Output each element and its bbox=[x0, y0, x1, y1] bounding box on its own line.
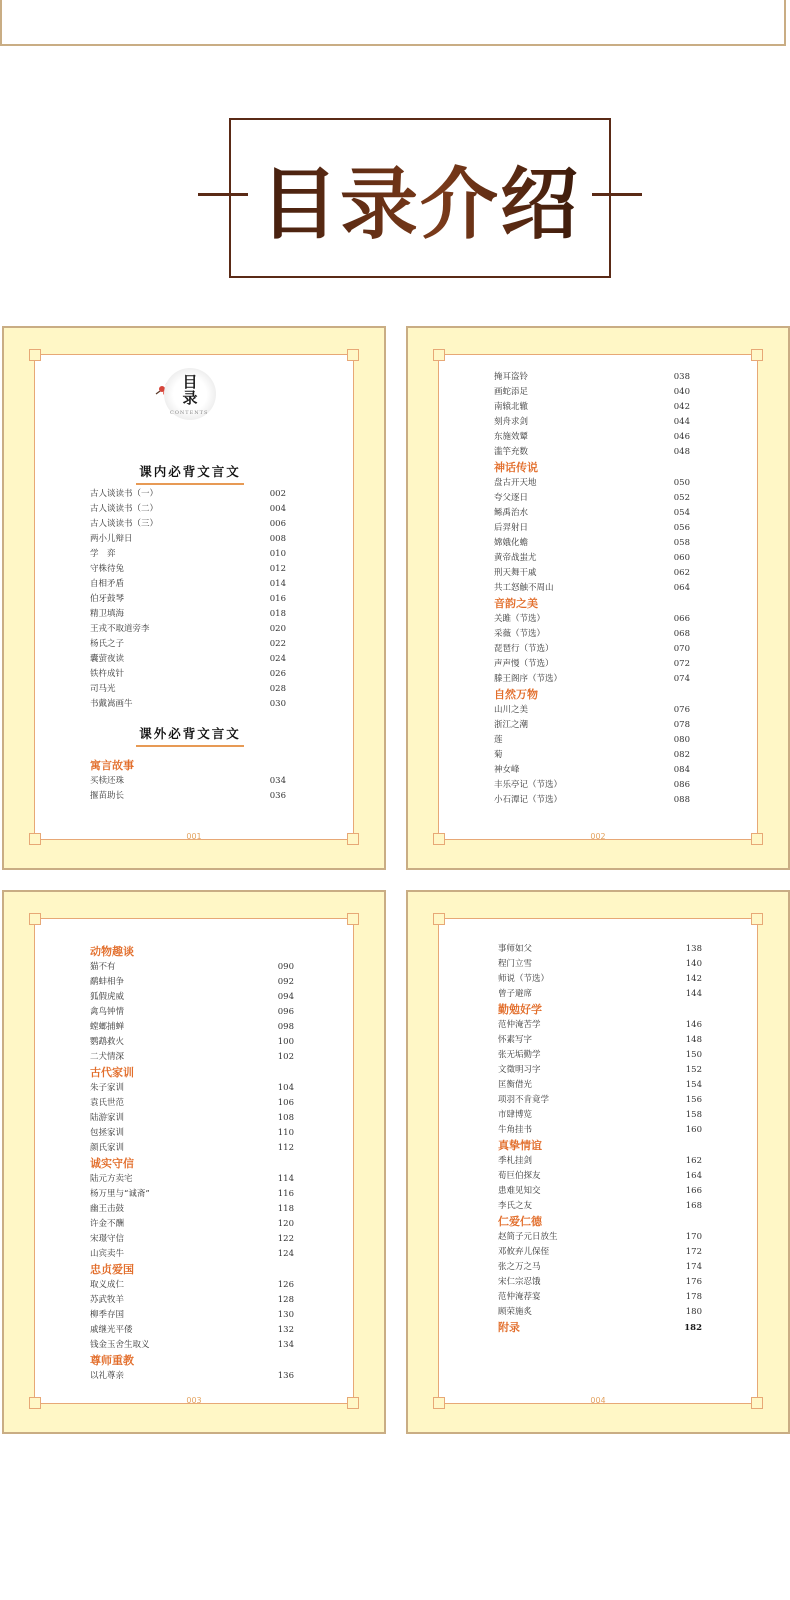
entry-title: 颜氏家训 bbox=[90, 1143, 125, 1153]
toc-entry bbox=[90, 1293, 294, 1308]
toc-entry bbox=[90, 1126, 294, 1141]
toc-entry bbox=[494, 400, 690, 415]
entry-title: 范仲淹荐宴 bbox=[498, 1292, 541, 1302]
toc-entry bbox=[90, 1278, 294, 1293]
toc-entry bbox=[90, 607, 286, 622]
toc-entry bbox=[498, 987, 702, 1002]
entry-page: 112 bbox=[277, 1143, 294, 1153]
entry-title: 文徵明习字 bbox=[498, 1065, 541, 1075]
entry-page: 142 bbox=[685, 974, 702, 984]
toc-entry bbox=[494, 733, 690, 748]
entry-title: 鹬蚌相争 bbox=[90, 977, 125, 987]
section-heading: 尊师重教 bbox=[90, 1354, 134, 1367]
entry-title: 幽王击鼓 bbox=[90, 1204, 125, 1214]
toc-entry bbox=[498, 1230, 702, 1245]
entry-page: 172 bbox=[685, 1247, 702, 1257]
entry-page: 044 bbox=[673, 417, 690, 427]
entry-page: 052 bbox=[673, 493, 690, 503]
section-heading: 动物趣谈 bbox=[90, 945, 134, 958]
entry-title: 二犬情深 bbox=[90, 1052, 125, 1062]
entry-title: 声声慢（节选） bbox=[494, 659, 554, 669]
entry-page: 068 bbox=[673, 629, 690, 639]
toc-entry bbox=[90, 682, 286, 697]
toc-entry bbox=[494, 491, 690, 506]
toc-entry bbox=[498, 957, 702, 972]
entry-title: 滕王阁序（节选） bbox=[494, 674, 563, 684]
entry-page: 148 bbox=[685, 1035, 702, 1045]
entry-title: 自相矛盾 bbox=[90, 579, 125, 589]
toc-entry bbox=[90, 1005, 294, 1020]
toc-entry bbox=[90, 1096, 294, 1111]
entry-page: 082 bbox=[673, 750, 690, 760]
logo-text: 目 录 bbox=[182, 373, 198, 407]
toc-list-extra bbox=[90, 758, 286, 804]
entry-page: 098 bbox=[277, 1022, 294, 1032]
toc-entry bbox=[90, 789, 286, 804]
toc-entry bbox=[90, 1172, 294, 1187]
entry-page: 060 bbox=[673, 553, 690, 563]
toc-entry bbox=[90, 1232, 294, 1247]
toc-entry bbox=[494, 793, 690, 808]
entry-page: 078 bbox=[673, 720, 690, 730]
entry-title: 画蛇添足 bbox=[494, 387, 529, 397]
toc-entry bbox=[90, 1020, 294, 1035]
entry-page: 104 bbox=[277, 1083, 294, 1093]
entry-page: 004 bbox=[269, 504, 286, 514]
section-heading: 附录 182 bbox=[498, 1321, 702, 1334]
section-heading: 忠贞爱国 bbox=[90, 1263, 134, 1276]
entry-page: 072 bbox=[673, 659, 690, 669]
entry-title: 小石潭记（节选） bbox=[494, 795, 563, 805]
section-heading: 古代家训 bbox=[90, 1066, 134, 1079]
entry-title: 铁杵成针 bbox=[90, 669, 125, 679]
entry-title: 黄帝战蚩尤 bbox=[494, 553, 537, 563]
entry-page: 034 bbox=[269, 776, 286, 786]
entry-page: 138 bbox=[685, 944, 702, 954]
entry-page: 174 bbox=[685, 1262, 702, 1272]
contents-logo bbox=[154, 368, 224, 424]
entry-title: 揠苗助长 bbox=[90, 791, 125, 801]
entry-page: 086 bbox=[673, 780, 690, 790]
entry-page: 018 bbox=[269, 609, 286, 619]
entry-page: 008 bbox=[269, 534, 286, 544]
entry-title: 季札挂剑 bbox=[498, 1156, 533, 1166]
entry-title: 王戎不取道旁李 bbox=[90, 624, 150, 634]
entry-page: 168 bbox=[685, 1201, 702, 1211]
toc-entry bbox=[494, 551, 690, 566]
entry-title: 山宾卖牛 bbox=[90, 1249, 125, 1259]
entry-page: 136 bbox=[277, 1371, 294, 1381]
toc-entry bbox=[494, 718, 690, 733]
toc-entry bbox=[494, 566, 690, 581]
toc-entry bbox=[498, 1108, 702, 1123]
toc-entry bbox=[90, 990, 294, 1005]
entry-page: 102 bbox=[277, 1052, 294, 1062]
toc-entry bbox=[498, 1033, 702, 1048]
toc-entry bbox=[90, 1111, 294, 1126]
toc-entry bbox=[494, 612, 690, 627]
entry-title: 张无垢勤学 bbox=[498, 1050, 541, 1060]
toc-entry bbox=[90, 667, 286, 682]
entry-page: 012 bbox=[269, 564, 286, 574]
entry-title: 精卫填海 bbox=[90, 609, 125, 619]
entry-title: 共工怒触不周山 bbox=[494, 583, 554, 593]
entry-title: 两小儿辩日 bbox=[90, 534, 133, 544]
entry-page: 122 bbox=[277, 1234, 294, 1244]
toc-entry bbox=[494, 672, 690, 687]
entry-title: 市肆博览 bbox=[498, 1110, 533, 1120]
entry-page: 180 bbox=[685, 1307, 702, 1317]
entry-title: 张之万之马 bbox=[498, 1262, 541, 1272]
entry-page: 140 bbox=[685, 959, 702, 969]
entry-title: 袁氏世范 bbox=[90, 1098, 125, 1108]
entry-title: 菊 bbox=[494, 750, 503, 760]
entry-page: 014 bbox=[269, 579, 286, 589]
entry-title: 陆元方卖宅 bbox=[90, 1174, 133, 1184]
section-heading: 寓言故事 bbox=[90, 759, 134, 772]
entry-title: 怀素写字 bbox=[498, 1035, 533, 1045]
toc-entry bbox=[494, 445, 690, 460]
entry-page: 088 bbox=[673, 795, 690, 805]
entry-title: 刻舟求剑 bbox=[494, 417, 529, 427]
toc-entry bbox=[90, 697, 286, 712]
toc-entry bbox=[494, 642, 690, 657]
entry-title: 夸父逐日 bbox=[494, 493, 529, 503]
entry-title: 鲧禹治水 bbox=[494, 508, 529, 518]
toc-entry bbox=[494, 370, 690, 385]
toc-entry bbox=[498, 1154, 702, 1169]
toc-entry bbox=[498, 1169, 702, 1184]
entry-page: 116 bbox=[277, 1189, 294, 1199]
entry-title: 嫦娥化蟾 bbox=[494, 538, 529, 548]
toc-entry bbox=[90, 1217, 294, 1232]
entry-page: 146 bbox=[685, 1020, 702, 1030]
entry-page: 124 bbox=[277, 1249, 294, 1259]
toc-entry bbox=[498, 1018, 702, 1033]
toc-entry bbox=[498, 1093, 702, 1108]
toc-entry bbox=[90, 774, 286, 789]
entry-page: 120 bbox=[277, 1219, 294, 1229]
toc-entry bbox=[90, 1323, 294, 1338]
entry-title: 程门立雪 bbox=[498, 959, 533, 969]
toc-entry bbox=[90, 1035, 294, 1050]
entry-title: 荀巨伯探友 bbox=[498, 1171, 541, 1181]
entry-title: 宋仁宗忍饿 bbox=[498, 1277, 541, 1287]
entry-page: 046 bbox=[673, 432, 690, 442]
toc-entry bbox=[90, 592, 286, 607]
entry-page: 040 bbox=[673, 387, 690, 397]
entry-page: 126 bbox=[277, 1280, 294, 1290]
entry-title: 以礼尊亲 bbox=[90, 1371, 125, 1381]
toc-entry bbox=[90, 517, 286, 532]
toc-entry bbox=[498, 1184, 702, 1199]
toc-entry bbox=[494, 415, 690, 430]
toc-entry bbox=[498, 1245, 702, 1260]
toc-entry bbox=[498, 1078, 702, 1093]
entry-title: 浙江之潮 bbox=[494, 720, 529, 730]
entry-page: 006 bbox=[269, 519, 286, 529]
toc-entry bbox=[90, 487, 286, 502]
toc-entry bbox=[90, 652, 286, 667]
toc-entry bbox=[494, 385, 690, 400]
entry-title: 许金不酬 bbox=[90, 1219, 125, 1229]
entry-page: 080 bbox=[673, 735, 690, 745]
entry-title: 事师如父 bbox=[498, 944, 533, 954]
toc-entry bbox=[90, 960, 294, 975]
toc-entry bbox=[494, 703, 690, 718]
toc-entry bbox=[494, 778, 690, 793]
entry-title: 禽鸟钟情 bbox=[90, 1007, 125, 1017]
toc-entry bbox=[494, 476, 690, 491]
toc-entry bbox=[90, 547, 286, 562]
entry-page: 022 bbox=[269, 639, 286, 649]
entry-title: 后羿射日 bbox=[494, 523, 529, 533]
logo-subtitle: CONTENTS bbox=[170, 410, 209, 416]
heading-in-class: 课内必背文言文 bbox=[110, 462, 270, 485]
entry-title: 采薇（节选） bbox=[494, 629, 546, 639]
entry-title: 苏武牧羊 bbox=[90, 1295, 125, 1305]
toc-entry bbox=[498, 1123, 702, 1138]
toc-list-page-2 bbox=[494, 370, 690, 808]
entry-title: 东施效颦 bbox=[494, 432, 529, 442]
entry-title: 买椟还珠 bbox=[90, 776, 125, 786]
section-heading: 神话传说 bbox=[494, 461, 538, 474]
entry-page: 074 bbox=[673, 674, 690, 684]
toc-entry bbox=[494, 521, 690, 536]
entry-page: 144 bbox=[685, 989, 702, 999]
entry-title: 掩耳盗铃 bbox=[494, 372, 529, 382]
entry-page: 038 bbox=[673, 372, 690, 382]
entry-page: 090 bbox=[277, 962, 294, 972]
entry-page: 152 bbox=[685, 1065, 702, 1075]
entry-page: 132 bbox=[277, 1325, 294, 1335]
entry-page: 100 bbox=[277, 1037, 294, 1047]
page-number: 002 bbox=[590, 832, 606, 841]
entry-page: 092 bbox=[277, 977, 294, 987]
toc-entry bbox=[494, 763, 690, 778]
section-heading: 真挚情谊 bbox=[498, 1139, 542, 1152]
entry-title: 项羽不肯竟学 bbox=[498, 1095, 550, 1105]
entry-page: 176 bbox=[685, 1277, 702, 1287]
page-title: 目录介绍 bbox=[229, 118, 611, 278]
toc-entry bbox=[494, 506, 690, 521]
entry-title: 守株待兔 bbox=[90, 564, 125, 574]
entry-title: 范仲淹苦学 bbox=[498, 1020, 541, 1030]
page-number: 001 bbox=[186, 832, 202, 841]
toc-entry bbox=[90, 1247, 294, 1262]
entry-page: 150 bbox=[685, 1050, 702, 1060]
toc-entry bbox=[90, 562, 286, 577]
entry-title: 书戴嵩画牛 bbox=[90, 699, 133, 709]
entry-title: 鹦鹉救火 bbox=[90, 1037, 125, 1047]
entry-page: 154 bbox=[685, 1080, 702, 1090]
entry-page: 010 bbox=[269, 549, 286, 559]
entry-page: 002 bbox=[269, 489, 286, 499]
heading-extra: 课外必背文言文 bbox=[110, 724, 270, 747]
entry-page: 114 bbox=[277, 1174, 294, 1184]
entry-page: 164 bbox=[685, 1171, 702, 1181]
entry-page: 016 bbox=[269, 594, 286, 604]
entry-page: 094 bbox=[277, 992, 294, 1002]
entry-page: 106 bbox=[277, 1098, 294, 1108]
entry-page: 048 bbox=[673, 447, 690, 457]
entry-title: 学 弈 bbox=[90, 549, 116, 559]
entry-title: 盘古开天地 bbox=[494, 478, 537, 488]
toc-entry bbox=[494, 581, 690, 596]
toc-entry bbox=[90, 1369, 294, 1384]
entry-title: 牛角挂书 bbox=[498, 1125, 533, 1135]
entry-title: 伯牙鼓琴 bbox=[90, 594, 125, 604]
entry-title: 顾荣施炙 bbox=[498, 1307, 533, 1317]
entry-page: 118 bbox=[277, 1204, 294, 1214]
toc-entry bbox=[90, 1308, 294, 1323]
toc-entry bbox=[90, 1081, 294, 1096]
entry-title: 滥竽充数 bbox=[494, 447, 529, 457]
toc-entry bbox=[90, 975, 294, 990]
entry-page: 024 bbox=[269, 654, 286, 664]
entry-title: 南辕北辙 bbox=[494, 402, 529, 412]
entry-page: 166 bbox=[685, 1186, 702, 1196]
entry-title: 患难见知交 bbox=[498, 1186, 541, 1196]
entry-title: 关雎（节选） bbox=[494, 614, 546, 624]
entry-title: 匡衡借光 bbox=[498, 1080, 533, 1090]
entry-title: 曾子避席 bbox=[498, 989, 533, 999]
entry-title: 赵简子元日放生 bbox=[498, 1232, 558, 1242]
toc-entry bbox=[494, 748, 690, 763]
entry-page: 042 bbox=[673, 402, 690, 412]
entry-page: 054 bbox=[673, 508, 690, 518]
entry-page: 128 bbox=[277, 1295, 294, 1305]
toc-entry bbox=[90, 622, 286, 637]
section-heading: 诚实守信 bbox=[90, 1157, 134, 1170]
page-number: 004 bbox=[590, 1396, 606, 1405]
entry-title: 莲 bbox=[494, 735, 503, 745]
entry-page: 070 bbox=[673, 644, 690, 654]
entry-title: 刑天舞干戚 bbox=[494, 568, 537, 578]
toc-entry bbox=[498, 1063, 702, 1078]
entry-page: 050 bbox=[673, 478, 690, 488]
entry-title: 司马光 bbox=[90, 684, 116, 694]
toc-list-in-class bbox=[90, 487, 286, 712]
entry-title: 古人谈读书（一） bbox=[90, 489, 159, 499]
entry-title: 杨氏之子 bbox=[90, 639, 125, 649]
toc-entry bbox=[498, 1290, 702, 1305]
entry-title: 古人谈读书（三） bbox=[90, 519, 159, 529]
entry-page: 158 bbox=[685, 1110, 702, 1120]
entry-title: 螳螂捕蝉 bbox=[90, 1022, 125, 1032]
toc-entry bbox=[90, 637, 286, 652]
entry-title: 山川之美 bbox=[494, 705, 529, 715]
entry-title: 囊萤夜读 bbox=[90, 654, 125, 664]
entry-page: 066 bbox=[673, 614, 690, 624]
section-heading: 勤勉好学 bbox=[498, 1003, 542, 1016]
toc-entry bbox=[90, 502, 286, 517]
entry-page: 160 bbox=[685, 1125, 702, 1135]
toc-entry bbox=[498, 972, 702, 987]
entry-title: 杨万里与“诚斋” bbox=[90, 1189, 150, 1199]
entry-title: 狐假虎威 bbox=[90, 992, 125, 1002]
entry-page: 170 bbox=[685, 1232, 702, 1242]
toc-entry bbox=[498, 942, 702, 957]
entry-title: 包拯家训 bbox=[90, 1128, 125, 1138]
section-heading: 自然万物 bbox=[494, 688, 538, 701]
entry-page: 130 bbox=[277, 1310, 294, 1320]
page-number: 003 bbox=[186, 1396, 202, 1405]
entry-title: 邓攸弃儿保侄 bbox=[498, 1247, 550, 1257]
entry-title: 丰乐亭记（节选） bbox=[494, 780, 563, 790]
entry-title: 李氏之友 bbox=[498, 1201, 533, 1211]
toc-entry bbox=[494, 430, 690, 445]
entry-page: 178 bbox=[685, 1292, 702, 1302]
entry-page: 162 bbox=[685, 1156, 702, 1166]
entry-title: 猫不有 bbox=[90, 962, 116, 972]
toc-entry bbox=[90, 1202, 294, 1217]
toc-entry bbox=[498, 1048, 702, 1063]
entry-page: 056 bbox=[673, 523, 690, 533]
entry-page: 030 bbox=[269, 699, 286, 709]
entry-page: 026 bbox=[269, 669, 286, 679]
entry-title: 琵琶行（节选） bbox=[494, 644, 554, 654]
entry-title: 柳季存国 bbox=[90, 1310, 125, 1320]
entry-page: 156 bbox=[685, 1095, 702, 1105]
entry-page: 084 bbox=[673, 765, 690, 775]
toc-entry bbox=[494, 657, 690, 672]
entry-title: 宋璟守信 bbox=[90, 1234, 125, 1244]
toc-list-page-4 bbox=[498, 942, 702, 1336]
entry-page: 064 bbox=[673, 583, 690, 593]
toc-entry bbox=[90, 577, 286, 592]
entry-page: 076 bbox=[673, 705, 690, 715]
entry-page: 036 bbox=[269, 791, 286, 801]
entry-page: 062 bbox=[673, 568, 690, 578]
toc-entry bbox=[498, 1199, 702, 1214]
top-frame bbox=[0, 0, 786, 46]
toc-entry bbox=[90, 1338, 294, 1353]
toc-entry bbox=[498, 1275, 702, 1290]
toc-list-page-3 bbox=[90, 944, 294, 1384]
toc-entry bbox=[90, 1141, 294, 1156]
entry-title: 师说（节选） bbox=[498, 974, 550, 984]
toc-entry bbox=[90, 1187, 294, 1202]
entry-title: 神女峰 bbox=[494, 765, 520, 775]
entry-title: 古人谈读书（二） bbox=[90, 504, 159, 514]
section-heading: 音韵之美 bbox=[494, 597, 538, 610]
entry-title: 朱子家训 bbox=[90, 1083, 125, 1093]
entry-title: 取义成仁 bbox=[90, 1280, 125, 1290]
entry-title: 钱金玉舍生取义 bbox=[90, 1340, 150, 1350]
toc-entry bbox=[498, 1305, 702, 1320]
entry-page: 110 bbox=[277, 1128, 294, 1138]
toc-entry bbox=[90, 1050, 294, 1065]
section-heading: 仁爱仁德 bbox=[498, 1215, 542, 1228]
toc-entry bbox=[494, 536, 690, 551]
toc-entry bbox=[90, 532, 286, 547]
entry-page: 020 bbox=[269, 624, 286, 634]
entry-page: 028 bbox=[269, 684, 286, 694]
entry-page: 108 bbox=[277, 1113, 294, 1123]
entry-title: 陆游家训 bbox=[90, 1113, 125, 1123]
entry-page: 058 bbox=[673, 538, 690, 548]
entry-title: 戚继光平倭 bbox=[90, 1325, 133, 1335]
toc-entry bbox=[498, 1260, 702, 1275]
toc-entry bbox=[494, 627, 690, 642]
entry-page: 096 bbox=[277, 1007, 294, 1017]
entry-page: 134 bbox=[277, 1340, 294, 1350]
